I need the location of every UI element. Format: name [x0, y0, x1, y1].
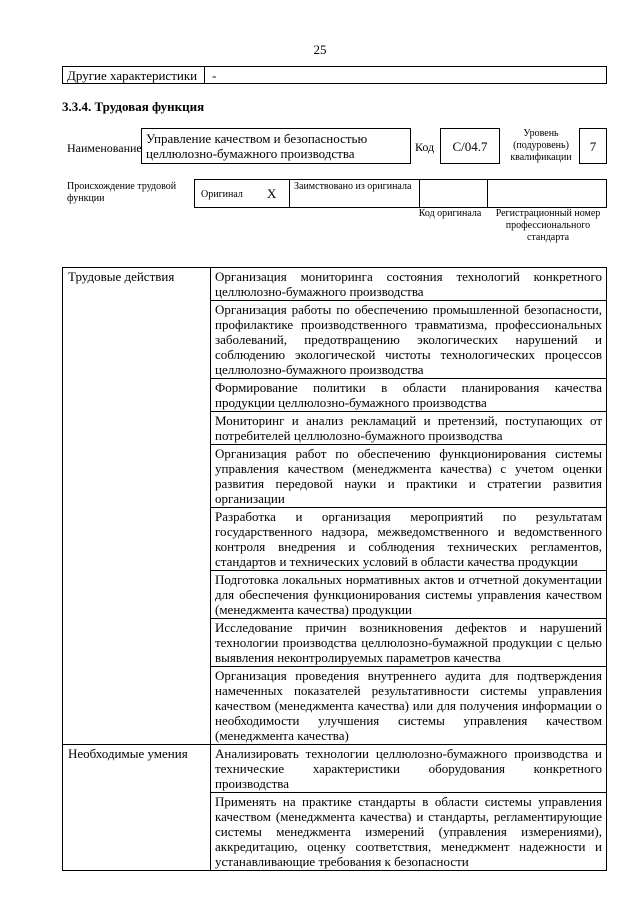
other-characteristics-value: -: [212, 68, 217, 83]
table-cell: Организация мониторинга состояния технологий конкретного целлюлозно-бумажного производства: [211, 268, 607, 301]
code-box: [440, 128, 500, 164]
other-characteristics-row: [62, 66, 607, 84]
function-name-box: [141, 128, 411, 164]
original-label: Оригинал: [201, 189, 243, 200]
section-title: 3.3.4. Трудовая функция: [62, 99, 205, 114]
table-cell: Мониторинг и анализ рекламаций и претензий, поступающих от потребителей целлюлозно-бумажного производства: [211, 412, 607, 445]
divider: [419, 180, 420, 207]
table-cell: Формирование политики в области планирования качества продукции целлюлозно-бумажного производства: [211, 379, 607, 412]
code-label: Код: [415, 140, 435, 154]
name-label: Наименование: [67, 141, 142, 155]
table-cell: Организация работы по обеспечению промышленной безопасности, профилактике производственного травматизма, профессиональных заболеваний, предотвращению экологических нарушений и соблюдению экологической чистоты технологических процессов целлюлозно-бумажного производства: [211, 301, 607, 379]
divider: [487, 180, 488, 207]
other-characteristics-label: Другие характеристики: [67, 68, 198, 83]
table-row: [63, 745, 607, 793]
table-cell: Применять на практике стандарты в области системы управления качеством (менеджмента качества) и стандарты, регламентирующие системы менеджмента измерений (управления измерениями), аккредитацию, оценку соответствия, менеджмент надежности и устанавливающие требования к безопасности: [211, 793, 607, 871]
borrowed-label: Заимствовано из оригинала: [294, 181, 412, 192]
code-original-caption: Код оригинала: [418, 208, 482, 219]
table-cell: Подготовка локальных нормативных актов и отчетной документации для обеспечения функционирования системы управления качеством (менеджмента качества) продукции: [211, 571, 607, 619]
reg-number-caption: Регистрационный номер профессионального стандарта: [495, 208, 601, 243]
code-value: C/04.7: [452, 139, 488, 154]
level-box: [579, 128, 607, 164]
section-label: Необходимые умения: [63, 745, 211, 871]
table-row: [63, 268, 607, 301]
origin-label: Происхождение трудовой функции: [67, 181, 177, 204]
origin-table: [194, 179, 607, 208]
section-label: Трудовые действия: [63, 268, 211, 745]
table-cell: Организация проведения внутреннего аудита для подтверждения намеченных показателей результативности системы управления качеством (менеджмента качества) или для получения информации о необходимости улучшения системы управления качеством (менеджмента качества): [211, 667, 607, 745]
level-label: Уровень (подуровень) квалификации: [510, 128, 572, 163]
level-value: 7: [589, 139, 597, 154]
table-cell: Анализировать технологии целлюлозно-бумажного производства и технические характеристики оборудования конкретного производства: [211, 745, 607, 793]
table-cell: Организация работ по обеспечению функционирования системы управления качеством (менеджмента качества) с учетом оценки развития передовой науки и практики и стратегии развития организации: [211, 445, 607, 508]
function-name-value: Управление качеством и безопасностью целлюлозно-бумажного производства: [146, 131, 368, 161]
labor-function-table: [62, 267, 607, 871]
divider: [204, 67, 205, 83]
table-cell: Разработка и организация мероприятий по результатам государственного надзора, межведомственного и ведомственного контроля внедрения и соблюдения технических регламентов, стандартов и технических условий в области качества продукции: [211, 508, 607, 571]
divider: [289, 180, 290, 207]
page-number: 25: [313, 42, 327, 57]
original-mark: X: [267, 186, 277, 201]
table-cell: Исследование причин возникновения дефектов и нарушений технологии производства целлюлозно-бумажной продукции с целью выявления неконтролируемых параметров качества: [211, 619, 607, 667]
